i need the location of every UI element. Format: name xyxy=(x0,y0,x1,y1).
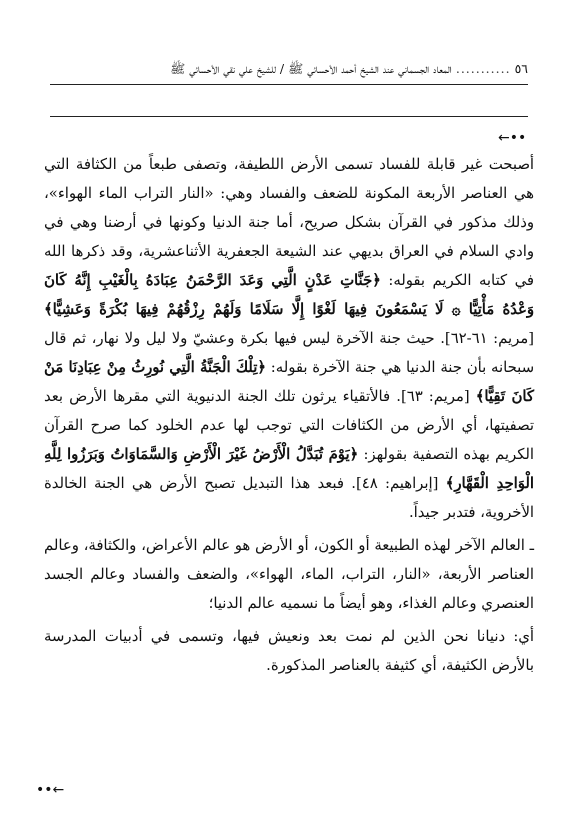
page-number: ٥٦ xyxy=(514,61,528,76)
header-rule xyxy=(50,84,528,85)
quran-quote: ﴿يَوْمَ تُبَدَّلُ الْأَرْضُ غَيْرَ الْأَرْضِ وَالسَّمَاوَاتُ وَبَرَزُوا لِلَّهِ الْوَاحِدِ الْقَهَّارِ﴾ xyxy=(44,446,534,492)
text-run: أصبحت غير قابلة للفساد تسمى الأرض اللطيفة، وتصفى طبعاً من الكثافة التي هي العناصر الأربعة المكونة للضعف والفساد وهي: «النار التراب الماء الهواء»، وذلك مذكور في القرآن بشكل صريح، أما جنة الدنيا وكونها في أرضنا وهي في وادي السلام في العراق بديهي عند الشيعة الجعفرية الأثناعشرية، وقد ذكرها الله في كتابه الكريم بقوله: xyxy=(44,156,534,289)
quran-quote: ﴿تِلْكَ الْجَنَّةُ الَّتِي نُورِثُ مِنْ عِبَادِنَا مَنْ كَانَ تَقِيًّا﴾ xyxy=(44,359,534,405)
text-run: [مريم: ٦١-٦٢]. حيث جنة الآخرة ليس فيها بكرة وعشيّ ولا ليل ولا نهار، ثم قال سبحانه بأن جنة الدنيا هي جنة الآخرة بقوله: xyxy=(44,330,534,376)
continuation-rule xyxy=(50,116,528,117)
paragraph xyxy=(44,622,534,680)
header-dot-leader: ........... xyxy=(455,61,511,76)
quran-quote: ﴿جَنَّاتِ عَدْنٍ الَّتِي وَعَدَ الرَّحْمَنُ عِبَادَهُ بِالْغَيْبِ إِنَّهُ كَانَ وَعْدُهُ مَأْتِيًّا ۞ لَا يَسْمَعُونَ فِيهَا لَغْوًا إِلَّا سَلَامًا وَلَهُمْ رِزْقُهُمْ فِيهَا بُكْرَةً وَعَشِيًّا﴾ xyxy=(44,272,534,318)
paragraph xyxy=(44,150,534,527)
text-run: [إبراهيم: ٤٨]. فبعد هذا التبديل تصبح الأرض هي الجنة الخالدة الأخروية، فتدبر جيداً. xyxy=(44,475,534,521)
continuation-arrow-icon: ←•• xyxy=(498,130,527,146)
body-text xyxy=(44,150,534,680)
paragraph xyxy=(44,531,534,618)
next-page-arrow-icon: ••← xyxy=(36,782,65,798)
text-run: [مريم: ٦٣]. فالأتقياء يرثون تلك الجنة الدنيوية التي مقرها الأرض بعد تصفيتها، أي الأرض من الكثافات التي توجب لها عدم الخلود كما صرح القرآن الكريم بهذه التصفية بقولهز: xyxy=(44,388,534,463)
running-header xyxy=(50,60,528,78)
text-run: ـ العالم الآخر لهذه الطبيعة أو الكون، أو الأرض هو عالم الأعراض، والكثافة، وعالم العناصر الأربعة، «النار، التراب، الماء، الهواء»، والضعف والفساد وعالم الجسد العنصري وعالم الغذاء، وهو أيضاً ما نسميه عالم الدنيا؛ xyxy=(44,537,534,612)
text-run: أي: دنيانا نحن الذين لم نمت بعد ونعيش فيها، وتسمى في أدبيات المدرسة بالأرض الكثيفة، أي كثيفة بالعناصر المذكورة. xyxy=(44,628,534,674)
running-title: المعاد الجسماني عند الشيخ أحمد الأحسائي ﷺ / للشيخ علي نقي الأحسائي ﷺ xyxy=(170,61,452,76)
